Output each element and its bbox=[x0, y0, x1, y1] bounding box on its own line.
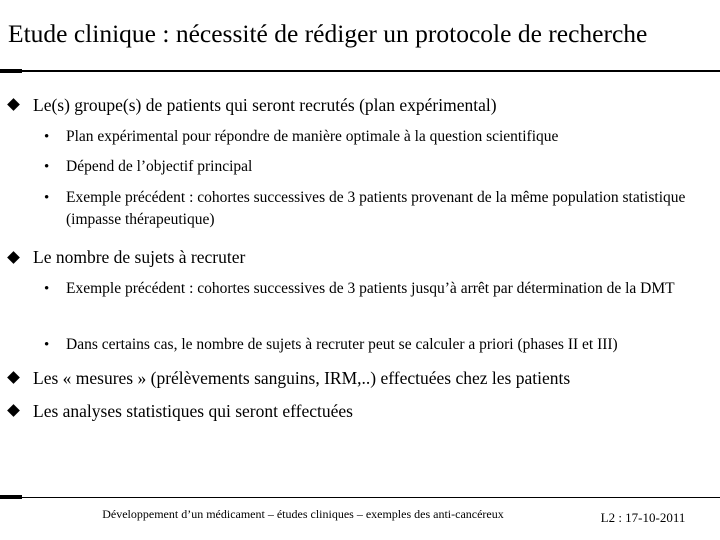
dot-bullet-icon: • bbox=[44, 159, 50, 175]
footer-rule bbox=[0, 497, 720, 498]
footer-date: L2 : 17-10-2011 bbox=[600, 510, 686, 525]
sub-item-a-priori-calculation: Dans certains cas, le nombre de sujets à recruter peut se calculer a priori (phases II et III) bbox=[66, 336, 618, 353]
footer-course-title: Développement d’un médicament – études cliniques – exemples des anti-cancéreux bbox=[102, 507, 504, 521]
title-rule bbox=[0, 70, 720, 72]
bullet-item-patient-groups: Le(s) groupe(s) de patients qui seront recrutés (plan expérimental) bbox=[33, 95, 497, 115]
diamond-bullet-icon bbox=[7, 371, 20, 384]
bullet-item-statistical-analyses: Les analyses statistiques qui seront effectuées bbox=[33, 401, 353, 421]
sub-item-experimental-plan: Plan expérimental pour répondre de manière optimale à la question scientifique bbox=[66, 128, 559, 145]
dot-bullet-icon: • bbox=[44, 281, 50, 297]
dot-bullet-icon: • bbox=[44, 190, 50, 206]
slide-title: Etude clinique : nécessité de rédiger un protocole de recherche bbox=[8, 19, 648, 48]
diamond-bullet-icon bbox=[7, 98, 20, 111]
sub-item-previous-example-dmt: Exemple précédent : cohortes successives de 3 patients jusqu’à arrêt par détermination de la DMT bbox=[66, 280, 675, 297]
dot-bullet-icon: • bbox=[44, 129, 50, 145]
title-rule-accent bbox=[0, 69, 22, 73]
diamond-bullet-icon bbox=[7, 404, 20, 417]
footer-rule-accent bbox=[0, 495, 22, 499]
dot-bullet-icon: • bbox=[44, 337, 50, 353]
sub-item-previous-example-cohorts: Exemple précédent : cohortes successives de 3 patients provenant de la même population statistique (impasse thérapeutique) bbox=[66, 189, 686, 228]
sub-item-main-objective: Dépend de l’objectif principal bbox=[66, 158, 253, 175]
bullet-item-number-of-subjects: Le nombre de sujets à recruter bbox=[33, 247, 246, 267]
bullet-item-measurements: Les « mesures » (prélèvements sanguins, IRM,..) effectuées chez les patients bbox=[33, 368, 571, 388]
diamond-bullet-icon bbox=[7, 251, 20, 264]
